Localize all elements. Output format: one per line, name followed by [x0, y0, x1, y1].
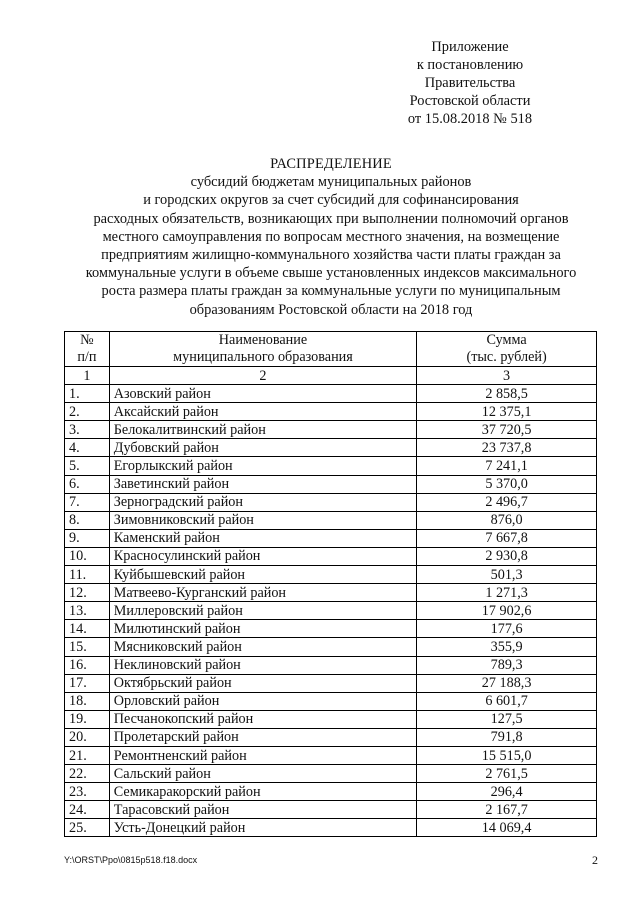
- page-number: 2: [592, 853, 598, 867]
- municipality-name: Куйбышевский район: [109, 566, 416, 584]
- subsidy-amount: 7 241,1: [417, 457, 597, 475]
- table-row: [65, 566, 597, 584]
- table-row: [65, 439, 597, 457]
- table-header-row: [65, 332, 597, 367]
- municipality-name: Зерноградский район: [109, 493, 416, 511]
- appendix-line: Ростовской области: [409, 93, 531, 109]
- subsidy-amount: 177,6: [417, 620, 597, 638]
- municipality-name: Белокалитвинский район: [109, 421, 416, 439]
- title-line: и городских округов за счет субсидий для софинансирования: [143, 192, 519, 209]
- subsidy-amount: 15 515,0: [417, 746, 597, 764]
- municipality-name: Заветинский район: [109, 475, 416, 493]
- municipality-name: Мясниковский район: [109, 638, 416, 656]
- appendix-line: к постановлению: [416, 57, 524, 73]
- table-row: [65, 602, 597, 620]
- table-row: [65, 620, 597, 638]
- row-number: 4.: [65, 439, 110, 457]
- row-number: 20.: [65, 728, 110, 746]
- distribution-table: [64, 331, 597, 837]
- appendix-line: от 15.08.2018 № 518: [407, 111, 533, 127]
- row-number: 17.: [65, 674, 110, 692]
- row-number: 15.: [65, 638, 110, 656]
- subsidy-amount: 789,3: [417, 656, 597, 674]
- municipality-name: Аксайский район: [109, 403, 416, 421]
- table-row: [65, 728, 597, 746]
- subsidy-amount: 37 720,5: [417, 421, 597, 439]
- subsidy-amount: 355,9: [417, 638, 597, 656]
- subsidy-amount: 127,5: [417, 710, 597, 728]
- title-line: местного самоуправления по вопросам местного значения, на возмещение: [102, 228, 560, 245]
- row-number: 25.: [65, 819, 110, 837]
- municipality-name: Красносулинский район: [109, 547, 416, 565]
- appendix-block: [375, 38, 565, 128]
- column-index-row: [65, 367, 597, 385]
- municipality-name: Каменский район: [109, 529, 416, 547]
- row-number: 21.: [65, 746, 110, 764]
- municipality-name: Миллеровский район: [109, 602, 416, 620]
- table-row: [65, 765, 597, 783]
- title-heading: РАСПРЕДЕЛЕНИЕ: [270, 156, 392, 172]
- subsidy-amount: 5 370,0: [417, 475, 597, 493]
- row-number: 13.: [65, 602, 110, 620]
- row-number: 5.: [65, 457, 110, 475]
- table-row: [65, 529, 597, 547]
- municipality-name: Усть-Донецкий район: [109, 819, 416, 837]
- table-row: [65, 493, 597, 511]
- subsidy-amount: 12 375,1: [417, 403, 597, 421]
- header-name: [109, 332, 416, 367]
- table-row: [65, 475, 597, 493]
- municipality-name: Зимовниковский район: [109, 511, 416, 529]
- row-number: 2.: [65, 403, 110, 421]
- municipality-name: Ремонтненский район: [109, 746, 416, 764]
- municipality-name: Песчанокопский район: [109, 710, 416, 728]
- table-row: [65, 710, 597, 728]
- title-line: расходных обязательств, возникающих при выполнении полномочий органов: [93, 210, 569, 227]
- row-number: 16.: [65, 656, 110, 674]
- municipality-name: Семикаракорский район: [109, 783, 416, 801]
- row-number: 19.: [65, 710, 110, 728]
- table-row: [65, 584, 597, 602]
- table-row: [65, 819, 597, 837]
- table-row: [65, 746, 597, 764]
- municipality-name: Неклиновский район: [109, 656, 416, 674]
- municipality-name: Азовский район: [109, 385, 416, 403]
- subsidy-amount: 2 858,5: [417, 385, 597, 403]
- title-line: предприятиям жилищно-коммунального хозяйства части платы граждан за: [101, 247, 561, 264]
- row-number: 1.: [65, 385, 110, 403]
- subsidy-amount: 2 496,7: [417, 493, 597, 511]
- table-row: [65, 674, 597, 692]
- subsidy-amount: 1 271,3: [417, 584, 597, 602]
- file-path: Y:\ORST\Ppo\0815p518.f18.docx: [64, 855, 198, 865]
- municipality-name: Сальский район: [109, 765, 416, 783]
- row-number: 12.: [65, 584, 110, 602]
- subsidy-amount: 7 667,8: [417, 529, 597, 547]
- municipality-name: Егорлыкский район: [109, 457, 416, 475]
- table-row: [65, 421, 597, 439]
- header-num-line1: №: [80, 332, 94, 348]
- subsidy-amount: 2 167,7: [417, 801, 597, 819]
- subsidy-amount: 296,4: [417, 783, 597, 801]
- subsidy-amount: 876,0: [417, 511, 597, 529]
- subsidy-amount: 2 761,5: [417, 765, 597, 783]
- title-line: роста размера платы граждан за коммунальные услуги по муниципальным: [101, 283, 561, 300]
- municipality-name: Дубовский район: [109, 439, 416, 457]
- municipality-name: Милютинский район: [109, 620, 416, 638]
- header-num-line2: п/п: [77, 349, 97, 365]
- municipality-name: Пролетарский район: [109, 728, 416, 746]
- appendix-line: Приложение: [431, 39, 509, 55]
- subsidy-amount: 27 188,3: [417, 674, 597, 692]
- column-index: 3: [417, 367, 597, 385]
- table-row: [65, 511, 597, 529]
- table-row: [65, 638, 597, 656]
- subsidy-amount: 501,3: [417, 566, 597, 584]
- header-sum-line2: (тыс. рублей): [466, 349, 547, 365]
- row-number: 23.: [65, 783, 110, 801]
- header-sum-line1: Сумма: [486, 332, 527, 348]
- title-line: образованиям Ростовской области на 2018 год: [189, 301, 473, 318]
- row-number: 22.: [65, 765, 110, 783]
- subsidy-amount: 2 930,8: [417, 547, 597, 565]
- municipality-name: Тарасовский район: [109, 801, 416, 819]
- column-index: 2: [109, 367, 416, 385]
- table-row: [65, 385, 597, 403]
- subsidy-amount: 17 902,6: [417, 602, 597, 620]
- table-row: [65, 801, 597, 819]
- row-number: 24.: [65, 801, 110, 819]
- subsidy-amount: 14 069,4: [417, 819, 597, 837]
- title-line: субсидий бюджетам муниципальных районов: [190, 174, 472, 191]
- row-number: 10.: [65, 547, 110, 565]
- table-row: [65, 692, 597, 710]
- title-line: коммунальные услуги в объеме свыше установленных индексов максимального: [85, 265, 577, 282]
- municipality-name: Орловский район: [109, 692, 416, 710]
- municipality-name: Октябрьский район: [109, 674, 416, 692]
- column-index: 1: [65, 367, 110, 385]
- table-row: [65, 656, 597, 674]
- header-sum: [417, 332, 597, 367]
- row-number: 8.: [65, 511, 110, 529]
- municipality-name: Матвеево-Курганский район: [109, 584, 416, 602]
- row-number: 9.: [65, 529, 110, 547]
- table-row: [65, 783, 597, 801]
- row-number: 6.: [65, 475, 110, 493]
- header-name-line1: Наименование: [218, 332, 308, 348]
- row-number: 18.: [65, 692, 110, 710]
- row-number: 7.: [65, 493, 110, 511]
- subsidy-amount: 23 737,8: [417, 439, 597, 457]
- table-row: [65, 457, 597, 475]
- subsidy-amount: 6 601,7: [417, 692, 597, 710]
- header-name-line2: муниципального образования: [173, 349, 353, 365]
- header-num: [65, 332, 110, 367]
- table-row: [65, 547, 597, 565]
- subsidy-amount: 791,8: [417, 728, 597, 746]
- row-number: 11.: [65, 566, 110, 584]
- row-number: 14.: [65, 620, 110, 638]
- appendix-line: Правительства: [424, 75, 516, 91]
- document-title: [66, 155, 596, 319]
- row-number: 3.: [65, 421, 110, 439]
- table-row: [65, 403, 597, 421]
